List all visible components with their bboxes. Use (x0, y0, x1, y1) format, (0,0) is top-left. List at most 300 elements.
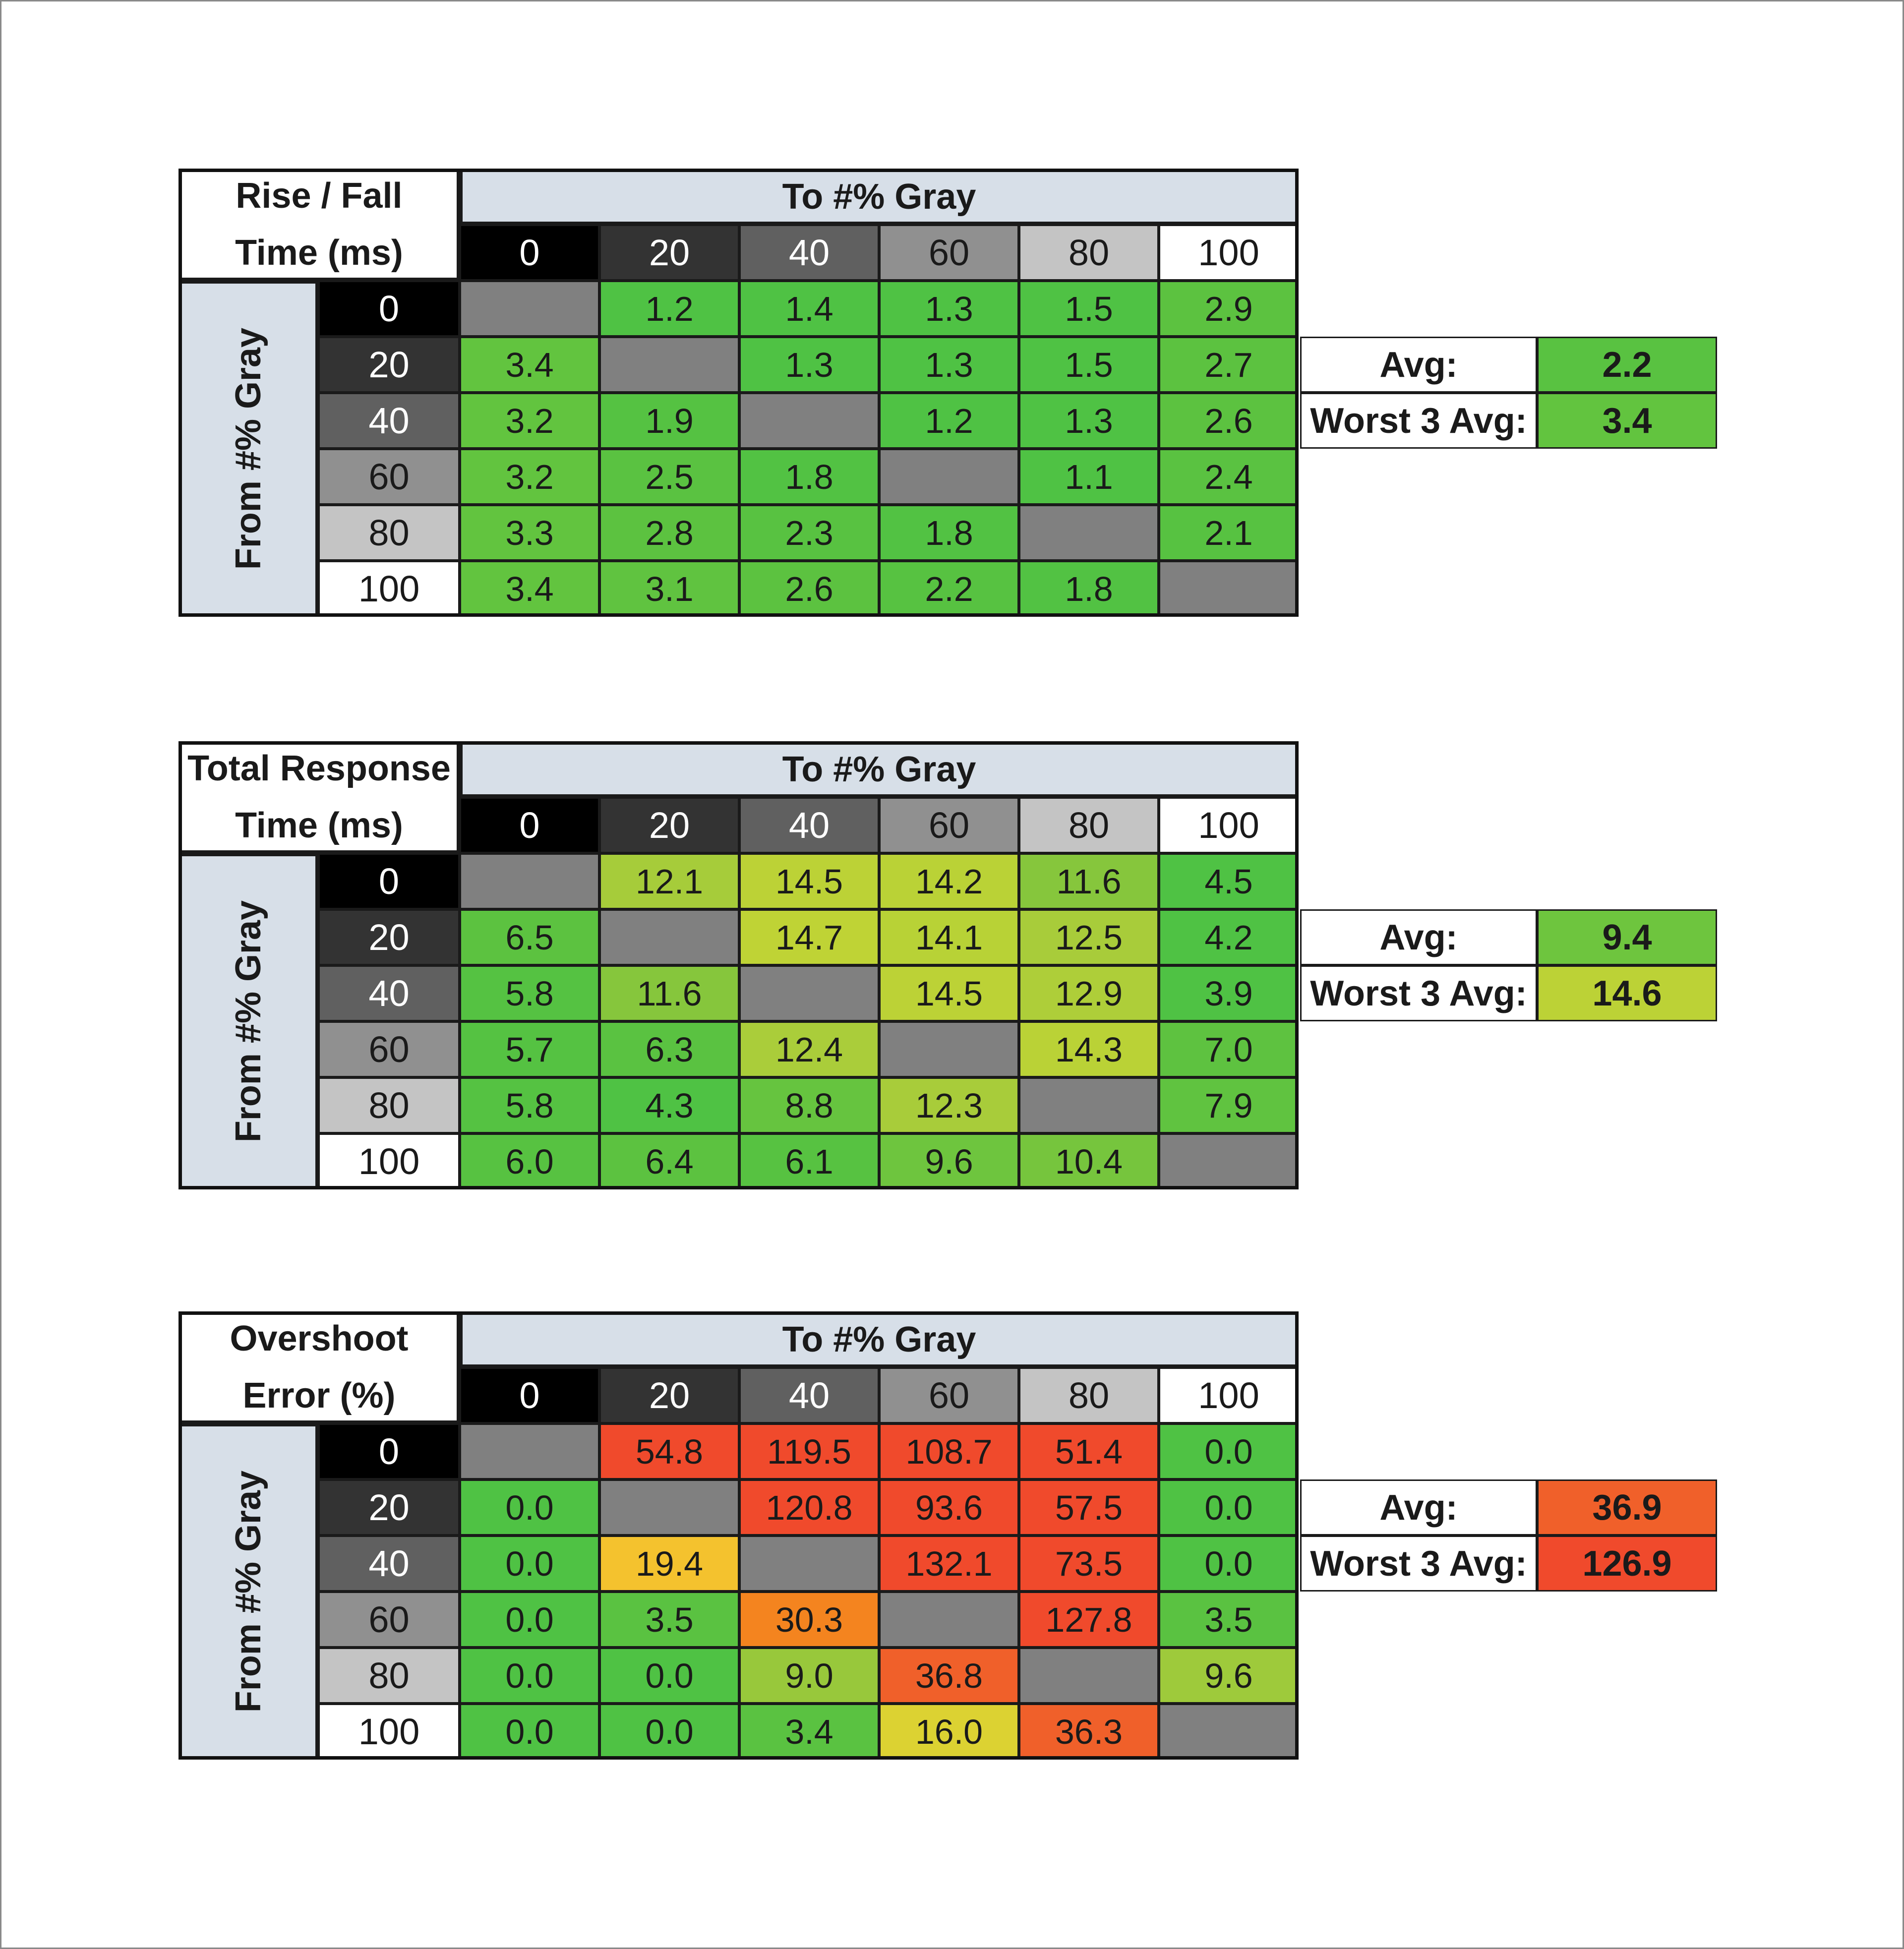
data-cell (739, 1077, 879, 1133)
column-label (599, 225, 739, 281)
column-label (1159, 1367, 1299, 1423)
data-cell (1159, 965, 1299, 1021)
data-cell-text: 51.4 (1055, 1432, 1123, 1471)
diagonal-cell (739, 1536, 879, 1592)
column-label-text: 20 (649, 805, 690, 846)
column-label-text: 60 (928, 805, 970, 846)
data-cell (599, 1648, 739, 1704)
data-cell (879, 1423, 1019, 1479)
worst-3-avg-value-text: 126.9 (1582, 1543, 1672, 1584)
data-cell-text: 1.8 (785, 457, 833, 496)
column-label (739, 225, 879, 281)
data-cell (599, 449, 739, 505)
data-cell-text: 6.0 (505, 1142, 554, 1181)
data-cell (739, 909, 879, 965)
column-label (460, 1367, 599, 1423)
worst-3-avg-label-text: Worst 3 Avg: (1310, 1543, 1527, 1584)
data-cell-text: 0.0 (505, 1488, 554, 1527)
data-cell-text: 73.5 (1055, 1544, 1123, 1583)
data-cell (739, 505, 879, 561)
data-cell-text: 6.5 (505, 918, 554, 957)
avg-value-text: 2.2 (1602, 345, 1652, 385)
data-cell (460, 1021, 599, 1077)
data-cell-text: 0.0 (1204, 1544, 1253, 1583)
data-cell-text: 14.7 (775, 918, 843, 957)
data-cell-text: 2.4 (1204, 457, 1253, 496)
diagonal-cell (879, 1021, 1019, 1077)
column-label (460, 225, 599, 281)
avg-value-text: 9.4 (1602, 917, 1652, 957)
data-cell-text: 3.4 (505, 345, 554, 384)
diagonal-cell (599, 1479, 739, 1536)
column-group-header (460, 1311, 1299, 1367)
avg-label-text: Avg: (1379, 917, 1458, 957)
row-group-header-text: From #% Gray (229, 900, 268, 1143)
data-cell (1159, 1648, 1299, 1704)
data-cell-text: 6.4 (645, 1142, 694, 1181)
data-cell-text: 132.1 (905, 1544, 993, 1583)
data-cell (599, 965, 739, 1021)
data-cell-text: 14.3 (1055, 1030, 1123, 1069)
data-cell (599, 561, 739, 617)
column-label (879, 1367, 1019, 1423)
column-label-text: 0 (519, 805, 540, 846)
worst-3-avg-label (1300, 393, 1537, 449)
diagonal-cell (879, 449, 1019, 505)
column-label (879, 225, 1019, 281)
row-label-text: 0 (378, 288, 400, 329)
avg-label (1300, 337, 1537, 393)
row-label (318, 1021, 460, 1077)
data-cell-text: 1.3 (1065, 401, 1113, 440)
avg-value-text: 36.9 (1592, 1487, 1662, 1528)
row-label (318, 1536, 460, 1592)
data-cell (1159, 281, 1299, 337)
table-title (178, 741, 460, 853)
avg-value (1537, 337, 1717, 393)
row-label-text: 100 (358, 1711, 420, 1752)
data-cell-text: 3.4 (785, 1712, 833, 1751)
data-cell-text: 12.4 (775, 1030, 843, 1069)
data-cell (1159, 1479, 1299, 1536)
worst-3-avg-label-text: Worst 3 Avg: (1310, 973, 1527, 1013)
data-cell (1159, 1021, 1299, 1077)
data-cell (1019, 965, 1159, 1021)
data-cell (1159, 1423, 1299, 1479)
column-label-text: 80 (1068, 805, 1110, 846)
avg-label-text: Avg: (1379, 345, 1458, 385)
data-cell-text: 2.2 (925, 569, 973, 608)
data-cell-text: 2.8 (645, 513, 694, 552)
row-label-text: 100 (358, 1141, 420, 1182)
data-cell-text: 1.5 (1065, 345, 1113, 384)
table-title-line: Total Response (187, 749, 451, 788)
row-label (318, 1423, 460, 1479)
data-cell (879, 1704, 1019, 1760)
data-cell (460, 337, 599, 393)
data-cell (460, 1648, 599, 1704)
data-cell-text: 119.5 (767, 1432, 851, 1471)
data-cell (1159, 449, 1299, 505)
column-label-text: 100 (1198, 805, 1259, 846)
table-title-line: Rise / Fall (236, 176, 403, 216)
column-label-text: 20 (649, 1375, 690, 1416)
data-cell (1019, 1536, 1159, 1592)
column-label-text: 40 (788, 805, 830, 846)
data-cell-text: 10.4 (1055, 1142, 1123, 1181)
data-cell-text: 2.5 (645, 457, 694, 496)
row-label-text: 80 (368, 1655, 410, 1696)
data-cell-text: 1.5 (1065, 289, 1113, 328)
row-label (318, 449, 460, 505)
data-cell-text: 1.8 (925, 513, 973, 552)
column-label-text: 60 (928, 232, 970, 273)
data-cell-text: 1.3 (925, 345, 973, 384)
data-cell-text: 127.8 (1045, 1600, 1132, 1639)
data-cell (1019, 853, 1159, 909)
column-label (1019, 1367, 1159, 1423)
data-cell-text: 3.5 (1204, 1600, 1253, 1639)
data-cell (460, 965, 599, 1021)
data-cell (460, 1133, 599, 1189)
diagonal-cell (460, 853, 599, 909)
data-cell (599, 281, 739, 337)
data-cell-text: 7.9 (1204, 1086, 1253, 1125)
data-cell (460, 449, 599, 505)
data-cell-text: 36.8 (915, 1656, 983, 1695)
column-label (460, 797, 599, 853)
data-cell-text: 12.1 (635, 862, 704, 901)
data-cell (599, 393, 739, 449)
data-cell (460, 1704, 599, 1760)
data-cell (739, 853, 879, 909)
column-label (739, 797, 879, 853)
row-label (318, 337, 460, 393)
data-cell-text: 8.8 (785, 1086, 833, 1125)
row-label-text: 80 (368, 512, 410, 553)
avg-label (1300, 1479, 1537, 1536)
data-cell (460, 505, 599, 561)
column-label (599, 1367, 739, 1423)
column-label-text: 60 (928, 1375, 970, 1416)
data-cell-text: 5.8 (505, 974, 554, 1013)
data-cell (1159, 337, 1299, 393)
data-cell-text: 2.9 (1204, 289, 1253, 328)
row-group-header (178, 281, 318, 617)
row-group-header (178, 1423, 318, 1760)
column-group-header (460, 169, 1299, 225)
data-cell (1159, 1536, 1299, 1592)
data-cell (879, 1536, 1019, 1592)
data-cell (1019, 1021, 1159, 1077)
data-cell-text: 6.3 (645, 1030, 694, 1069)
data-cell-text: 3.9 (1204, 974, 1253, 1013)
data-cell-text: 1.9 (645, 401, 694, 440)
column-label (1159, 225, 1299, 281)
row-label (318, 1133, 460, 1189)
diagonal-cell (1019, 505, 1159, 561)
data-cell (879, 393, 1019, 449)
row-label-text: 0 (378, 1431, 400, 1472)
worst-3-avg-value (1537, 393, 1717, 449)
data-cell (739, 1479, 879, 1536)
data-cell (599, 1021, 739, 1077)
row-label (318, 1704, 460, 1760)
row-label (318, 1592, 460, 1648)
column-label-text: 100 (1198, 232, 1259, 273)
data-cell-text: 1.8 (1065, 569, 1113, 608)
data-cell (879, 853, 1019, 909)
data-cell-text: 1.3 (785, 345, 833, 384)
column-label-text: 40 (788, 232, 830, 273)
row-label (318, 505, 460, 561)
data-cell (599, 1077, 739, 1133)
data-cell (879, 505, 1019, 561)
data-cell (739, 337, 879, 393)
data-cell-text: 1.2 (645, 289, 694, 328)
data-cell (1019, 281, 1159, 337)
data-cell-text: 2.6 (1204, 401, 1253, 440)
data-cell-text: 14.1 (915, 918, 983, 957)
column-label-text: 20 (649, 232, 690, 273)
data-cell-text: 5.8 (505, 1086, 554, 1125)
data-cell (879, 1077, 1019, 1133)
column-label (739, 1367, 879, 1423)
data-cell (739, 281, 879, 337)
data-cell-text: 0.0 (1204, 1488, 1253, 1527)
data-cell (460, 561, 599, 617)
diagonal-cell (599, 909, 739, 965)
data-cell-text: 2.7 (1204, 345, 1253, 384)
data-cell (1159, 393, 1299, 449)
data-cell-text: 9.6 (925, 1142, 973, 1181)
data-cell (739, 1423, 879, 1479)
data-cell-text: 2.6 (785, 569, 833, 608)
data-cell-text: 36.3 (1055, 1712, 1123, 1751)
column-group-header-text: To #% Gray (782, 1319, 976, 1359)
row-label-text: 20 (368, 917, 410, 958)
data-cell-text: 1.1 (1065, 457, 1113, 496)
data-cell (460, 1479, 599, 1536)
row-label (318, 281, 460, 337)
column-label (1159, 797, 1299, 853)
diagonal-cell (460, 1423, 599, 1479)
diagonal-cell (1019, 1077, 1159, 1133)
data-cell-text: 14.5 (915, 974, 983, 1013)
data-cell-text: 0.0 (645, 1656, 694, 1695)
data-cell (1019, 1704, 1159, 1760)
data-cell-text: 11.6 (1056, 862, 1122, 901)
data-cell-text: 3.1 (645, 569, 694, 608)
data-cell-text: 93.6 (915, 1488, 983, 1527)
table-title-line: Error (%) (242, 1376, 396, 1416)
row-label (318, 393, 460, 449)
data-cell-text: 4.5 (1204, 862, 1253, 901)
data-cell-text: 0.0 (505, 1712, 554, 1751)
data-cell (1019, 1133, 1159, 1189)
avg-value (1537, 1479, 1717, 1536)
data-cell (879, 1133, 1019, 1189)
data-cell (739, 449, 879, 505)
diagonal-cell (1019, 1648, 1159, 1704)
row-group-header-text: From #% Gray (229, 327, 268, 570)
worst-3-avg-label (1300, 1536, 1537, 1592)
table-title-line: Overshoot (230, 1319, 409, 1358)
data-cell (1019, 337, 1159, 393)
column-label-text: 80 (1068, 1375, 1110, 1416)
data-cell-text: 6.1 (785, 1142, 833, 1181)
data-cell-text: 108.7 (905, 1432, 993, 1471)
worst-3-avg-value-text: 14.6 (1592, 973, 1662, 1013)
data-cell (1019, 1592, 1159, 1648)
data-cell-text: 14.2 (915, 862, 983, 901)
data-cell (1019, 393, 1159, 449)
worst-3-avg-label-text: Worst 3 Avg: (1310, 401, 1527, 441)
data-cell (879, 1479, 1019, 1536)
column-group-header-text: To #% Gray (782, 177, 976, 217)
column-label-text: 40 (788, 1375, 830, 1416)
data-cell-text: 3.4 (505, 569, 554, 608)
table-title (178, 1311, 460, 1423)
row-label-text: 0 (378, 861, 400, 902)
data-cell (599, 505, 739, 561)
worst-3-avg-label (1300, 965, 1537, 1021)
data-cell-text: 0.0 (645, 1712, 694, 1751)
data-cell-text: 9.6 (1204, 1656, 1253, 1695)
diagonal-cell (599, 337, 739, 393)
avg-label (1300, 909, 1537, 965)
row-label-text: 60 (368, 1599, 410, 1640)
data-cell (1159, 1077, 1299, 1133)
row-label-text: 40 (368, 973, 410, 1014)
diagonal-cell (1159, 1133, 1299, 1189)
data-cell-text: 1.3 (925, 289, 973, 328)
data-cell-text: 30.3 (775, 1600, 843, 1639)
data-cell-text: 4.2 (1204, 918, 1253, 957)
column-label (1019, 797, 1159, 853)
data-cell-text: 2.1 (1204, 513, 1253, 552)
data-cell (1159, 853, 1299, 909)
row-label (318, 909, 460, 965)
row-group-header-text: From #% Gray (229, 1470, 268, 1713)
data-cell-text: 16.0 (915, 1712, 983, 1751)
data-cell (879, 561, 1019, 617)
diagonal-cell (739, 393, 879, 449)
data-cell (1159, 909, 1299, 965)
diagonal-cell (460, 281, 599, 337)
data-cell-text: 12.9 (1055, 974, 1123, 1013)
data-cell (599, 853, 739, 909)
row-label (318, 561, 460, 617)
column-group-header (460, 741, 1299, 797)
row-label (318, 853, 460, 909)
row-label (318, 965, 460, 1021)
data-cell (460, 909, 599, 965)
data-cell (879, 909, 1019, 965)
table-title-line: Time (ms) (235, 806, 403, 845)
data-cell (739, 1021, 879, 1077)
data-cell-text: 2.3 (785, 513, 833, 552)
worst-3-avg-value (1537, 965, 1717, 1021)
data-cell (599, 1592, 739, 1648)
data-cell-text: 11.6 (637, 974, 702, 1013)
column-label (1019, 225, 1159, 281)
table-title (178, 169, 460, 281)
row-label-text: 40 (368, 400, 410, 441)
column-label-text: 80 (1068, 232, 1110, 273)
data-cell (1019, 449, 1159, 505)
table-title-line: Time (ms) (235, 233, 403, 273)
data-cell (879, 281, 1019, 337)
column-group-header-text: To #% Gray (782, 749, 976, 789)
data-cell-text: 12.3 (915, 1086, 983, 1125)
row-label-text: 80 (368, 1085, 410, 1126)
row-label (318, 1479, 460, 1536)
row-group-header (178, 853, 318, 1189)
data-cell (879, 965, 1019, 1021)
column-label-text: 100 (1198, 1375, 1259, 1416)
avg-value (1537, 909, 1717, 965)
data-cell-text: 0.0 (505, 1600, 554, 1639)
row-label-text: 100 (358, 568, 420, 609)
column-label-text: 0 (519, 1375, 540, 1416)
column-label-text: 0 (519, 232, 540, 273)
row-label-text: 40 (368, 1543, 410, 1584)
data-cell (460, 1592, 599, 1648)
data-cell (599, 1704, 739, 1760)
data-cell (1159, 1592, 1299, 1648)
data-cell-text: 3.5 (645, 1600, 694, 1639)
data-cell-text: 4.3 (645, 1086, 694, 1125)
worst-3-avg-value (1537, 1536, 1717, 1592)
data-cell (460, 393, 599, 449)
diagonal-cell (879, 1592, 1019, 1648)
data-cell-text: 1.2 (925, 401, 973, 440)
data-cell-text: 1.4 (785, 289, 833, 328)
data-cell (599, 1133, 739, 1189)
diagonal-cell (739, 965, 879, 1021)
column-label (599, 797, 739, 853)
row-label-text: 20 (368, 1487, 410, 1528)
data-cell-text: 54.8 (635, 1432, 704, 1471)
avg-label-text: Avg: (1379, 1487, 1458, 1528)
data-cell (1019, 1423, 1159, 1479)
data-cell (739, 1592, 879, 1648)
worst-3-avg-value-text: 3.4 (1602, 401, 1652, 441)
data-cell (460, 1536, 599, 1592)
data-cell-text: 120.8 (766, 1488, 853, 1527)
data-cell (739, 1704, 879, 1760)
row-label (318, 1648, 460, 1704)
data-cell-text: 57.5 (1055, 1488, 1123, 1527)
data-cell (1159, 505, 1299, 561)
row-label-text: 60 (368, 456, 410, 497)
data-cell (1019, 1479, 1159, 1536)
data-cell (879, 1648, 1019, 1704)
data-cell-text: 0.0 (505, 1544, 554, 1583)
row-label (318, 1077, 460, 1133)
data-cell-text: 3.2 (505, 401, 554, 440)
data-cell (1019, 561, 1159, 617)
data-cell-text: 5.7 (505, 1030, 554, 1069)
data-cell-text: 19.4 (635, 1544, 704, 1583)
data-cell-text: 0.0 (1204, 1432, 1253, 1471)
data-cell (879, 337, 1019, 393)
data-cell (739, 1648, 879, 1704)
data-cell-text: 3.3 (505, 513, 554, 552)
data-cell (599, 1536, 739, 1592)
diagonal-cell (1159, 1704, 1299, 1760)
